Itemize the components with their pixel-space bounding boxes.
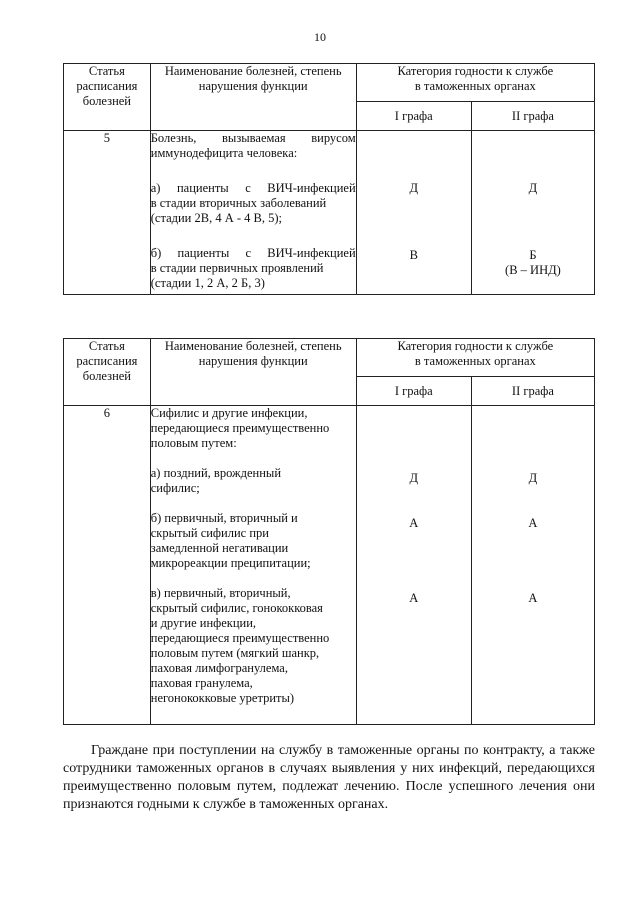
- header-article: Статья расписания болезней: [64, 339, 151, 406]
- grade-column-2: Д А А: [471, 406, 594, 725]
- header-column-2: II графа: [471, 377, 594, 406]
- article-number: 6: [64, 406, 151, 725]
- header-column-1: I графа: [356, 102, 471, 131]
- header-disease-name: Наименование болезней, степень нарушения функции: [150, 64, 356, 131]
- schedule-table-article-6: [63, 338, 595, 725]
- header-column-1: I графа: [356, 377, 471, 406]
- article-number: 5: [64, 131, 151, 295]
- page-number: 10: [314, 30, 326, 44]
- header-category: Категория годности к службе в таможенных органах: [356, 339, 594, 377]
- closing-paragraph-text: Граждане при поступлении на службу в таможенные органы по контракту, а также сотрудники таможенных органов в случаях выявления у них инфекций, передающихся преимущественно половым путем, подлежат лечению. После успешного лечения они признаются годными к службе в таможенных органах.: [63, 743, 595, 812]
- header-disease-name: Наименование болезней, степень нарушения функции: [150, 339, 356, 406]
- disease-description: Сифилис и другие инфекции, передающиеся преимущественно половым путем: а) поздний, врожденный сифилис; б) первичный, вторичный и скрытый сифилис при замедленной негативации микрореакции преципитации; в) первичный, вторичный, скрытый сифилис, гонококковая и другие инфекции, передающиеся преимущественно половым путем (мягкий шанкр, паховая лимфогранулема, паховая гранулема, негонококковые уретриты): [150, 406, 356, 725]
- grade-column-1: Д В: [356, 131, 471, 295]
- header-category: Категория годности к службе в таможенных органах: [356, 64, 594, 102]
- grade-column-1: Д А А: [356, 406, 471, 725]
- closing-paragraph: [63, 742, 595, 814]
- schedule-table-article-5: [63, 63, 595, 295]
- header-column-2: II графа: [471, 102, 594, 131]
- header-article: Статья расписания болезней: [64, 64, 151, 131]
- disease-description: Болезнь, вызываемая вирусом иммунодефицита человека: а) пациенты с ВИЧ-инфекцией в стадии вторичных заболеваний (стадии 2В, 4 А - 4 В, 5); б) пациенты с ВИЧ-инфекцией в стадии первичных проявлений (стадии 1, 2 А, 2 Б, 3): [150, 131, 356, 295]
- grade-column-2: Д Б (В – ИНД): [471, 131, 594, 295]
